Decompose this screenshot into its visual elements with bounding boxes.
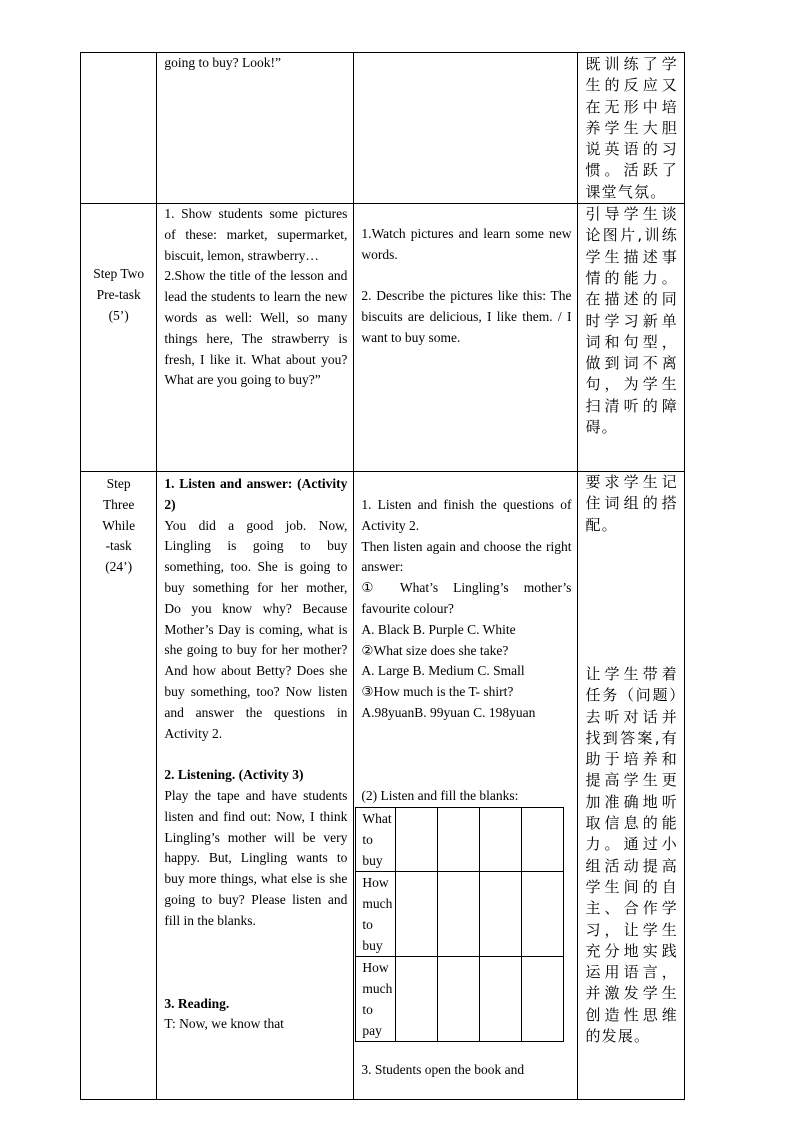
row-label: What to buy bbox=[356, 807, 396, 871]
blank-cell bbox=[522, 956, 564, 1041]
table-row-warmup bbox=[81, 53, 685, 204]
step-label: Pre-task bbox=[96, 286, 141, 302]
student-activity-cell bbox=[354, 53, 578, 204]
spacer bbox=[361, 724, 571, 786]
teacher-text: 1. Show students some pictures of these: market, supermarket, biscuit, lemon, strawberry… bbox=[164, 206, 348, 263]
fill-blanks-title: (2) Listen and fill the blanks: bbox=[361, 787, 519, 803]
teacher-text: 2.Show the title of the lesson and lead the students to learn the new words as well: Well, so many things here, The strawberry is fresh, I like it. What about you? What are you going to buy?” bbox=[164, 268, 348, 388]
section-heading: 1. Listen and answer: (Activity 2) bbox=[164, 476, 348, 512]
answer-options: A. Black B. Purple C. White bbox=[361, 621, 516, 637]
step-label: -task bbox=[105, 538, 132, 554]
purpose-text: 引导学生谈论图片,训练学生描述事情的能力。在描述的同时学习新单词和句型，做到词不离句，为学生扫清听的障碍。 bbox=[585, 205, 678, 437]
step-label: Step bbox=[106, 476, 131, 492]
purpose-text: 要求学生记住词组的搭配。 bbox=[585, 473, 678, 534]
lesson-plan-table bbox=[80, 52, 685, 1100]
answer-options: A. Large B. Medium C. Small bbox=[361, 663, 525, 679]
section-heading: 2. Listening. (Activity 3) bbox=[164, 767, 304, 783]
student-activity-cell bbox=[354, 204, 578, 472]
purpose-cell bbox=[578, 53, 685, 204]
student-text: 3. Students open the book and bbox=[361, 1061, 525, 1077]
step-label: Three bbox=[102, 496, 135, 512]
purpose-cell bbox=[578, 204, 685, 472]
student-activity-cell bbox=[354, 472, 578, 1100]
row-label: How much to buy bbox=[356, 871, 396, 956]
table-row-while-task bbox=[81, 472, 685, 1100]
teacher-activity-cell bbox=[157, 53, 354, 204]
fill-blanks-table bbox=[355, 807, 564, 1042]
student-text: 1.Watch pictures and learn some new words. bbox=[361, 226, 572, 262]
student-text: 2. Describe the pictures like this: The biscuits are delicious, I like them. / I want to buy some. bbox=[361, 288, 572, 346]
table-row bbox=[356, 871, 564, 956]
blank-cell bbox=[438, 871, 480, 956]
blank-cell bbox=[396, 956, 438, 1041]
blank-cell bbox=[522, 871, 564, 956]
purpose-text: 既训练了学生的反应又在无形中培养学生大胆说英语的习惯。活跃了课堂气氛。 bbox=[585, 55, 678, 201]
answer-options: A.98yuanB. 99yuan C. 198yuan bbox=[361, 705, 536, 721]
spacer bbox=[361, 266, 571, 287]
blank-cell bbox=[396, 871, 438, 956]
blank-cell bbox=[480, 807, 522, 871]
purpose-cell bbox=[578, 472, 685, 1100]
blank-cell bbox=[438, 956, 480, 1041]
teacher-activity-cell bbox=[157, 204, 354, 472]
question: ③How much is the T- shirt? bbox=[361, 684, 514, 700]
blank-cell bbox=[396, 807, 438, 871]
section-heading: 3. Reading. bbox=[164, 995, 230, 1011]
step-cell bbox=[81, 472, 157, 1100]
teacher-text: Play the tape and have students listen and find out: Now, I think Lingling’s mother will be very happy. But, Lingling wants to buy more things, what else is she going to buy? Please listen and fill in the blanks. bbox=[164, 788, 348, 928]
blank-cell bbox=[480, 871, 522, 956]
table-row bbox=[356, 956, 564, 1041]
table-row bbox=[356, 807, 564, 871]
blank-cell bbox=[522, 807, 564, 871]
step-label: Step Two bbox=[93, 266, 145, 282]
step-label: While bbox=[102, 517, 136, 533]
spacer bbox=[585, 536, 678, 664]
student-text: Then listen again and choose the right answer: bbox=[361, 538, 572, 575]
spacer bbox=[164, 932, 347, 994]
blank-cell bbox=[480, 956, 522, 1041]
spacer bbox=[164, 744, 347, 765]
purpose-text: 让学生带着任务（问题）去听对话并找到答案,有助于培养和提高学生更加准确地听取信息的能力。通过小组活动提高学生间的自主、合作学习，让学生充分地实践运用语言，并激发学生创造性思维的发展。 bbox=[585, 664, 678, 1046]
table-row-pre-task bbox=[81, 204, 685, 472]
question: ②What size does she take? bbox=[361, 642, 509, 658]
step-cell bbox=[81, 204, 157, 472]
step-cell bbox=[81, 53, 157, 204]
teacher-text: T: Now, we know that bbox=[164, 1016, 284, 1032]
teacher-text: You did a good job. Now, Lingling is going to buy something, too. She is going to buy something for her mother, Do you know why? Because Mother’s Day is coming, what is she going to buy for her mother? And how about Betty? Does she buy something, too? Now listen and answer the questions in Activity 2. bbox=[164, 517, 348, 741]
student-text: 1. Listen and finish the questions of Activity 2. bbox=[361, 497, 572, 533]
question: ① What’s Lingling’s mother’s favourite colour? bbox=[361, 580, 572, 617]
step-time: (24’) bbox=[105, 559, 133, 575]
blank-cell bbox=[438, 807, 480, 871]
teacher-text: going to buy? Look!” bbox=[164, 55, 281, 70]
row-label: How much to pay bbox=[356, 956, 396, 1041]
teacher-activity-cell bbox=[157, 472, 354, 1100]
step-time: (5’) bbox=[108, 307, 129, 323]
